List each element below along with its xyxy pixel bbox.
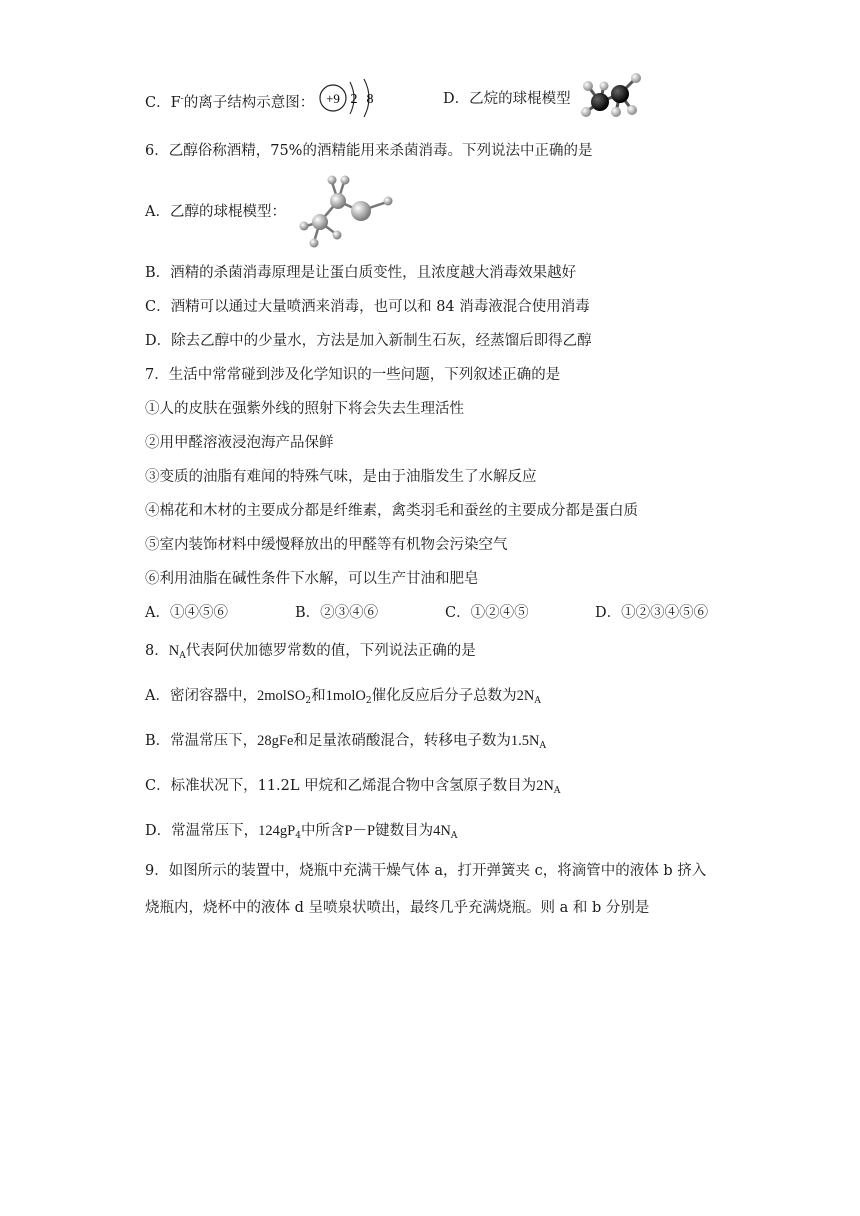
q7-item: ⑥利用油脂在碱性条件下水解，可以生产甘油和肥皂 <box>145 571 479 587</box>
q8-option-c <box>145 776 560 801</box>
q6-stem: 6．乙醇俗称酒精，75%的酒精能用来杀菌消毒。下列说法中正确的是 <box>145 143 593 159</box>
ethane-ball-stick-model <box>578 70 644 120</box>
q8-d-answer: 4N <box>433 823 451 839</box>
q8-a-so2-sub: 2 <box>305 696 312 706</box>
q8-stem-text: 代表阿伏加德罗常数的值，下列说法正确的是 <box>185 643 476 659</box>
ethanol-ball-stick-model <box>290 170 400 252</box>
q7-item: ⑤室内装饰材料中缓慢释放出的甲醛等有机物会污染空气 <box>145 537 508 553</box>
q5-c-label2: 的离子结构示意图： <box>183 94 315 111</box>
q8-a-and: 和 <box>311 688 326 704</box>
q7-stem: 7．生活中常常碰到涉及化学知识的一些问题，下列叙述正确的是 <box>145 367 561 383</box>
q8-d-p4-sub: 4 <box>295 831 301 841</box>
q8-a-o2: 1molO <box>325 688 366 704</box>
q5-option-d: D．乙烷的球棍模型 <box>443 91 571 107</box>
q8-a-o2-sub: 2 <box>365 696 372 706</box>
q8-b-text: 和足量浓硝酸混合，转移电子数为 <box>293 733 511 749</box>
ion-shell-1: 2 <box>350 92 358 107</box>
q8-d-bond: P－P <box>344 823 376 839</box>
q8-b-answer-sub: A <box>539 741 547 751</box>
q8-a-so2: 2molSO <box>256 688 306 704</box>
q8-a-text: 催化反应后分子总数为 <box>371 688 517 704</box>
q8-option-d <box>145 821 457 846</box>
q8-option-b <box>145 731 546 756</box>
q5-c-sup: - <box>180 94 184 104</box>
q8-d-mid: 中所含 <box>300 823 345 839</box>
q6-option-c: C．酒精可以通过大量喷洒来消毒，也可以和 84 消毒液混合使用消毒 <box>145 299 590 315</box>
q7-option-b: B．②③④⑥ <box>295 605 379 621</box>
q8-d-answer-sub: A <box>450 831 458 841</box>
q5-option-c <box>145 89 314 113</box>
fluoride-ion-diagram <box>318 76 382 116</box>
q7-item: ②用甲醛溶液浸泡海产品保鲜 <box>145 435 334 451</box>
q8-d-text: 键数目为 <box>375 823 434 839</box>
q9-stem-line1: 9．如图所示的装置中，烧瓶中充满干燥气体 a，打开弹簧夹 c，将滴管中的液体 b 挤入 <box>145 863 707 879</box>
q8-number: 8． <box>145 643 169 659</box>
q8-b-answer: 1.5N <box>510 733 540 749</box>
q8-d-prefix: D．常温常压下， <box>145 823 259 839</box>
q7-option-c: C．①②④⑤ <box>445 605 529 621</box>
q7-item: ①人的皮肤在强紫外线的照射下将会失去生理活性 <box>145 401 464 417</box>
q8-b-prefix: B．常温常压下， <box>145 733 258 749</box>
q9-stem-line2: 烧瓶内，烧杯中的液体 d 呈喷泉状喷出，最终几乎充满烧瓶。则 a 和 b 分别是 <box>145 900 650 916</box>
q6-option-a: A．乙醇的球棍模型： <box>145 204 286 220</box>
q7-item: ③变质的油脂有难闻的特殊气味，是由于油脂发生了水解反应 <box>145 469 537 485</box>
q6-option-b: B．酒精的杀菌消毒原理是让蛋白质变性，且浓度越大消毒效果越好 <box>145 265 577 281</box>
q8-na-sub: A <box>179 651 186 661</box>
q8-b-fe: 28gFe <box>257 733 294 749</box>
q7-option-a: A．①④⑤⑥ <box>145 605 228 621</box>
q5-c-label: C．F <box>145 94 181 111</box>
q8-c-text: C．标准状况下，11.2L 甲烷和乙烯混合物中含氢原子数目为 <box>145 778 537 794</box>
q6-option-d: D．除去乙醇中的少量水，方法是加入新制生石灰，经蒸馏后即得乙醇 <box>145 333 592 349</box>
q8-option-a <box>145 686 541 711</box>
q8-stem <box>145 641 476 666</box>
q8-a-answer: 2N <box>516 688 535 704</box>
q8-c-answer: 2N <box>536 778 554 794</box>
q8-d-p4: 124gP <box>258 823 296 839</box>
q7-item: ④棉花和木材的主要成分都是纤维素，禽类羽毛和蚕丝的主要成分都是蛋白质 <box>145 503 638 519</box>
q7-option-d: D．①②③④⑤⑥ <box>595 605 709 621</box>
ion-shell-2: 8 <box>366 92 374 107</box>
ion-nucleus-charge: +9 <box>326 91 340 106</box>
q8-c-answer-sub: A <box>553 786 561 796</box>
q8-a-prefix: A．密闭容器中， <box>145 688 257 704</box>
q8-na-symbol: N <box>168 643 180 659</box>
q8-a-answer-sub: A <box>534 696 541 706</box>
